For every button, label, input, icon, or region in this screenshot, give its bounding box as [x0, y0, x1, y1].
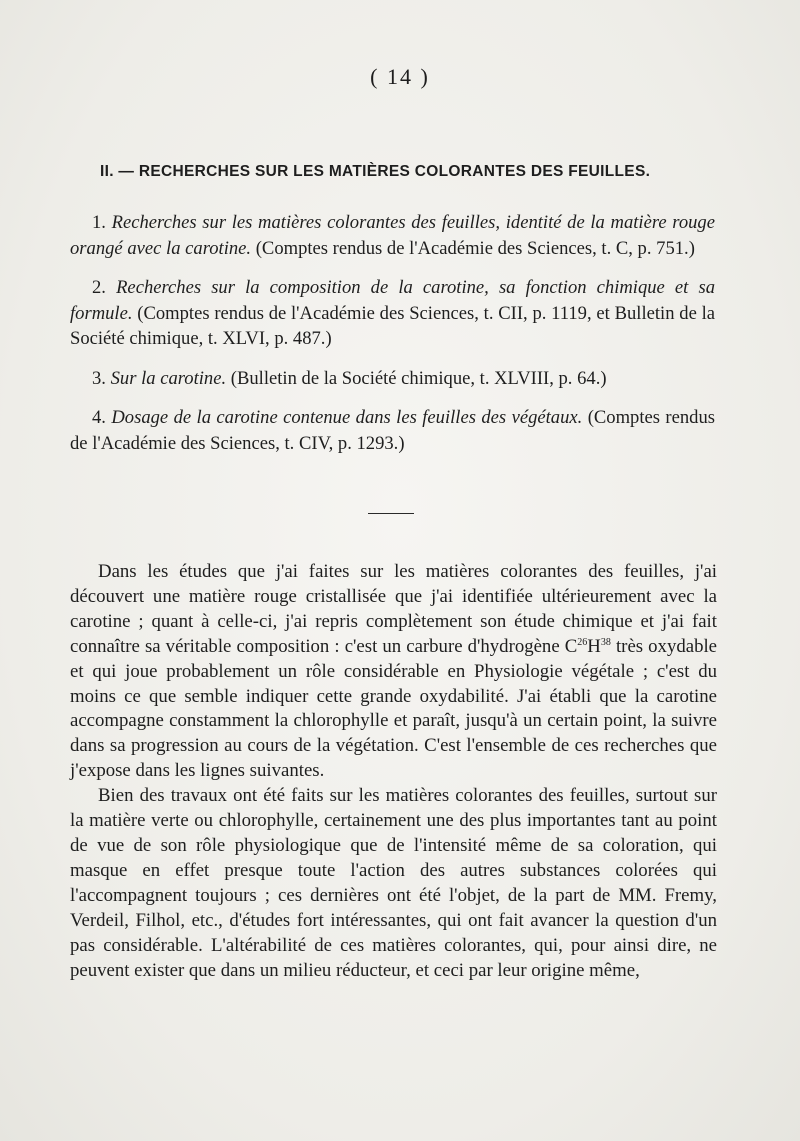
paragraph-1-part-b: très oxydable et qui joue probablement un rôle considérable en Physiologie végétale ; c'est du moins ce que semble indiquer cette grande oxydabilité. J'ai établi que la carotine accompagne constamment la chlorophylle et paraît, jusqu'à un certain point, la suivre dans sa progression au cours de la végétation. C'est l'ensemble de ces recherches que j'expose dans les lignes suivantes. — [70, 635, 718, 782]
reference-number: 4. — [92, 407, 106, 428]
reference-item — [70, 210, 715, 261]
reference-item — [70, 405, 715, 456]
reference-title: Sur la carotine. — [110, 367, 227, 389]
formula-carbon: C — [564, 635, 578, 657]
formula-carbon-count: 26 — [577, 636, 588, 648]
reference-title: Dosage de la carotine contenue dans les feuilles des végétaux. — [111, 407, 583, 428]
paragraph-2: Bien des travaux ont été faits sur les matières colorantes des feuilles, surtout sur la matière verte ou chlorophylle, certainement une des plus importantes tant au point de vue de son rôle physiologique que de l'intensité même de sa coloration, qui masque en effet presque toute l'action des autres substances colorées qui l'accompagnent toujours ; ces dernières ont été l'objet, de la part de MM. Fremy, Verdeil, Filhol, etc., d'études fort intéressantes, qui ont fait avancer la question d'un pas considérable. L'altérabilité de ces matières colorantes, qui, pour ainsi dire, ne peuvent exister que dans un milieu réducteur, et ceci par leur origine même, — [70, 785, 717, 981]
reference-item — [70, 366, 715, 392]
reference-number: 3. — [92, 367, 106, 389]
paragraph-1-part-a: Dans les études que j'ai faites sur les matières colorantes des feuilles, j'ai découvert une matière rouge cristallisée que j'ai identifiée ultérieurement avec la carotine ; quant à celle-ci, j'ai repris complètement son étude chimique et j'ai fait connaître sa véritable composition : c'est un carbure d'hydrogène — [70, 561, 717, 657]
reference-title: Recherches sur la composition de la carotine, sa fonction chimique et sa formule. — [70, 277, 715, 324]
reference-list — [70, 210, 715, 470]
paragraph-1 — [70, 560, 717, 784]
reference-item — [70, 275, 715, 352]
reference-source: (Comptes rendus de l'Académie des Sciences, t. C, p. 751.) — [255, 237, 695, 259]
reference-number: 1. — [92, 212, 106, 233]
body-text — [70, 560, 717, 983]
reference-title: Recherches sur les matières colorantes des feuilles, identité de la matière rouge orangé avec la carotine. — [70, 212, 715, 259]
page-number: ( 14 ) — [370, 64, 430, 89]
chemical-formula — [565, 636, 611, 657]
section-divider — [368, 513, 414, 514]
section-heading: II. — RECHERCHES SUR LES MATIÈRES COLORANTES DES FEUILLES. — [100, 163, 651, 180]
reference-source: (Bulletin de la Société chimique, t. XLVIII, p. 64.) — [230, 367, 607, 389]
reference-number: 2. — [92, 277, 106, 298]
reference-source: (Comptes rendus de l'Académie des Sciences, t. CIV, p. 1293.) — [70, 407, 715, 454]
formula-hydrogen: H — [587, 635, 601, 657]
formula-hydrogen-count: 38 — [600, 636, 611, 648]
reference-source: (Comptes rendus de l'Académie des Sciences, t. CII, p. 1119, et Bulletin de la Société chimique, t. XLVI, p. 487.) — [70, 302, 716, 349]
